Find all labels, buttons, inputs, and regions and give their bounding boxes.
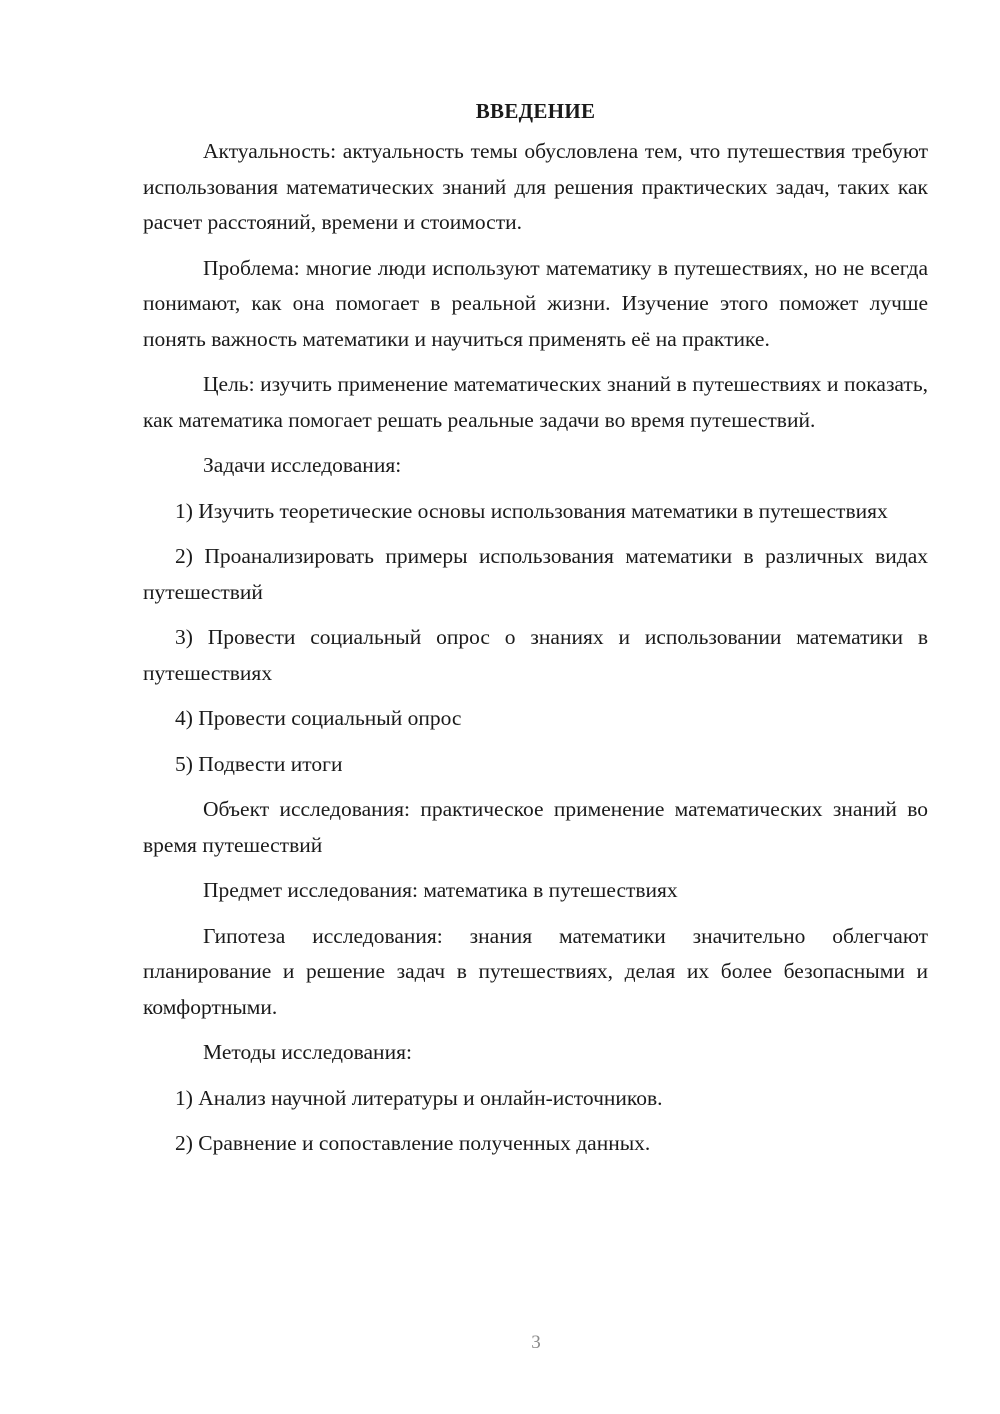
problem-paragraph: Проблема: многие люди используют математику в путешествиях, но не всегда понимают, как она помогает в реальной жизни. Изучение этого поможет лучше понять важность математики и научиться применять её на практике. (143, 255, 928, 351)
section-title: ВВЕДЕНИЕ (475, 99, 596, 123)
page-number: 3 (531, 1332, 541, 1353)
task-item: 3) Провести социальный опрос о знаниях и использовании математики в путешествиях (143, 625, 928, 685)
task-item: 1) Изучить теоретические основы использования математики в путешествиях (175, 498, 888, 523)
document-page (143, 96, 928, 1172)
object-paragraph: Объект исследования: практическое применение математических знаний во время путешествий (143, 797, 928, 857)
method-item: 2) Сравнение и сопоставление полученных данных. (175, 1131, 651, 1155)
method-item: 1) Анализ научной литературы и онлайн-источников. (175, 1085, 663, 1110)
tasks-heading: Задачи исследования: (203, 453, 402, 477)
methods-heading: Методы исследования: (203, 1040, 412, 1064)
task-item: 2) Проанализировать примеры использования математики в различных видах путешествий (143, 544, 928, 604)
subject-paragraph: Предмет исследования: математика в путешествиях (203, 878, 678, 902)
goal-paragraph: Цель: изучить применение математических знаний в путешествиях и показать, как математика помогает решать реальные задачи во время путешествий. (143, 372, 928, 432)
hypothesis-paragraph: Гипотеза исследования: знания математики значительно облегчают планирование и решение задач в путешествиях, делая их более безопасными и комфортными. (143, 923, 928, 1019)
task-item: 5) Подвести итоги (175, 751, 343, 776)
task-item: 4) Провести социальный опрос (175, 706, 462, 730)
relevance-paragraph: Актуальность: актуальность темы обусловлена тем, что путешествия требуют использования математических знаний для решения практических задач, таких как расчет расстояний, времени и стоимости. (143, 139, 928, 234)
